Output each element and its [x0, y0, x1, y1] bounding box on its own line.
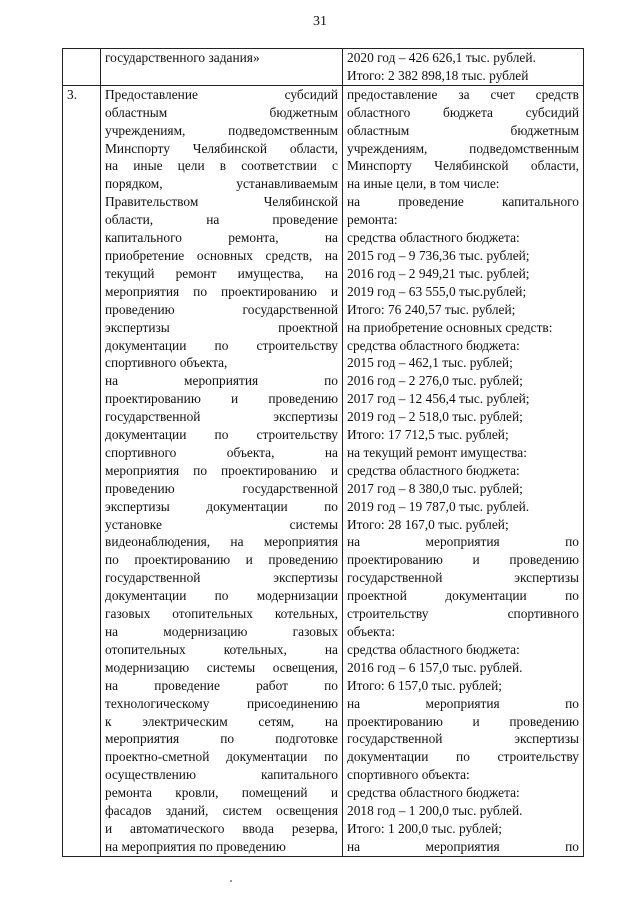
text-line: Итого: 2 382 898,18 тыс. рублей: [347, 67, 529, 83]
text-line: ремонта кровли, помещений и: [105, 785, 338, 801]
text-line: средства областного бюджета:: [347, 785, 520, 801]
text-line: на приобретение основных средств:: [347, 319, 553, 335]
text-line: на мероприятия по: [347, 534, 579, 550]
text-line: государственной экспертизы: [347, 731, 579, 747]
text-line: предоставление за счет средств: [347, 86, 579, 102]
text-line: документации по строительству: [105, 337, 338, 353]
text-line: объекта:: [347, 624, 396, 639]
text-line: газовых отопительных котельных,: [105, 606, 338, 622]
description-cell: [101, 85, 343, 856]
text-line: государственной экспертизы: [105, 570, 338, 586]
text-line: 2015 год – 462,1 тыс. рублей;: [347, 355, 513, 371]
text-line: модернизацию системы освещения,: [105, 659, 338, 675]
text-line: приобретение основных средств, на: [105, 247, 338, 263]
text-line: на текущий ремонт имущества:: [347, 444, 527, 460]
text-line: порядком, устанавливаемым: [105, 176, 338, 192]
text-line: Минспорту Челябинской области,: [105, 140, 338, 156]
text-line: документации по модернизации: [105, 588, 338, 604]
text-line: спортивного объекта, на: [105, 444, 338, 460]
funding-cell: [343, 85, 584, 856]
text-line: видеонаблюдения, на мероприятия: [105, 534, 338, 550]
text-line: 2019 год – 2 518,0 тыс. рублей;: [347, 409, 523, 425]
program-table: [62, 48, 584, 857]
text-line: Итого: 28 167,0 тыс. рублей;: [347, 516, 509, 532]
text-line: осуществлению капитального: [105, 767, 338, 783]
row-number-cell: [63, 49, 101, 86]
text-line: государственной экспертизы: [105, 409, 338, 425]
text-line: текущий ремонт имущества, на: [105, 265, 338, 281]
text-line: установке системы: [105, 516, 338, 532]
text-line: документации по строительству: [105, 427, 338, 443]
text-line: Минспорту Челябинской области,: [347, 158, 579, 174]
text-line: областным бюджетным: [347, 122, 579, 138]
text-line: 2016 год – 2 276,0 тыс. рублей;: [347, 373, 523, 389]
text-line: мероприятия по проектированию и: [105, 283, 338, 299]
text-line: мероприятия по проектированию и: [105, 462, 338, 478]
text-line: 2015 год – 9 736,36 тыс. рублей;: [347, 247, 530, 263]
text-line: проектированию и проведению: [105, 391, 338, 407]
text-line: ремонта:: [347, 212, 398, 228]
text-line: средства областного бюджета:: [347, 337, 520, 353]
table-row-previous: [63, 49, 584, 86]
text-line: государственного задания»: [105, 50, 260, 65]
text-line: на иные цели в соответствии с: [105, 158, 338, 174]
funding-cell: [343, 49, 584, 86]
row-number-cell: 3.: [63, 85, 101, 856]
text-line: 2020 год – 426 626,1 тыс. рублей.: [347, 50, 536, 65]
text-line: 2016 год – 2 949,21 тыс. рублей;: [347, 265, 530, 281]
text-line: по проектированию и проведению: [105, 552, 338, 568]
text-line: Итого: 76 240,57 тыс. рублей;: [347, 301, 516, 317]
text-line: государственной экспертизы: [347, 570, 579, 586]
text-line: 2019 год – 19 787,0 тыс. рублей.: [347, 498, 530, 514]
text-line: областным бюджетным: [105, 104, 338, 120]
text-line: на проведение капитального: [347, 194, 579, 210]
text-line: средства областного бюджета:: [347, 641, 520, 657]
text-line: на мероприятия по: [347, 695, 579, 711]
text-line: на мероприятия по проведению: [105, 838, 286, 854]
text-line: средства областного бюджета:: [347, 230, 520, 246]
text-line: области, на проведение: [105, 212, 338, 228]
text-line: 2018 год – 1 200,0 тыс. рублей.: [347, 803, 523, 819]
scan-speck: [230, 880, 232, 882]
text-line: Правительством Челябинской: [105, 194, 338, 210]
text-line: проектированию и проведению: [347, 552, 579, 568]
text-line: технологическому присоединению: [105, 695, 338, 711]
text-line: 2019 год – 63 555,0 тыс.рублей;: [347, 283, 527, 299]
text-line: 2017 год – 12 456,4 тыс. рублей;: [347, 391, 530, 407]
text-line: фасадов зданий, систем освещения: [105, 803, 338, 819]
text-line: Предоставление субсидий: [105, 86, 338, 102]
text-line: Итого: 17 712,5 тыс. рублей;: [347, 427, 509, 443]
text-line: экспертизы документации по: [105, 498, 338, 514]
text-line: на мероприятия по: [105, 373, 338, 389]
text-line: 2016 год – 6 157,0 тыс. рублей.: [347, 659, 523, 675]
page-number: 31: [313, 14, 327, 29]
text-line: капитального ремонта, на: [105, 230, 338, 246]
text-line: мероприятия по подготовке: [105, 731, 338, 747]
description-cell: [101, 49, 343, 86]
text-line: Итого: 6 157,0 тыс. рублей;: [347, 677, 502, 693]
text-line: документации по строительству: [347, 749, 579, 765]
text-line: Итого: 1 200,0 тыс. рублей;: [347, 820, 502, 836]
text-line: на иные цели, в том числе:: [347, 176, 500, 192]
text-line: на мероприятия по: [347, 838, 579, 854]
text-line: экспертизы проектной: [105, 319, 338, 335]
text-line: областного бюджета субсидий: [347, 104, 579, 120]
text-line: средства областного бюджета:: [347, 462, 520, 478]
text-line: проведению государственной: [105, 301, 338, 317]
text-line: отопительных котельных, на: [105, 641, 338, 657]
text-line: проектной документации по: [347, 588, 579, 604]
text-line: 2017 год – 8 380,0 тыс. рублей;: [347, 480, 523, 496]
text-line: проектно-сметной документации по: [105, 749, 338, 765]
text-line: спортивного объекта,: [105, 355, 228, 371]
text-line: на модернизацию газовых: [105, 624, 338, 639]
text-line: строительству спортивного: [347, 606, 579, 622]
text-line: к электрическим сетям, на: [105, 713, 338, 729]
table-row-3: [63, 85, 584, 856]
text-line: учреждениям, подведомственным: [347, 140, 579, 156]
text-line: учреждениям, подведомственным: [105, 122, 338, 138]
text-line: и автоматического ввода резерва,: [105, 820, 338, 836]
text-line: на проведение работ по: [105, 677, 338, 693]
text-line: проектированию и проведению: [347, 713, 579, 729]
text-line: проведению государственной: [105, 480, 338, 496]
text-line: спортивного объекта:: [347, 767, 470, 783]
